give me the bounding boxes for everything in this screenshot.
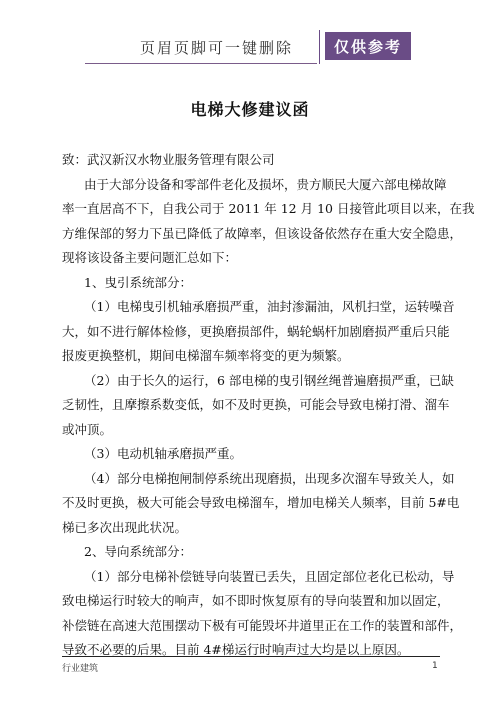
paragraph-line: 不及时更换，极大可能会导致电梯溜车，增加电梯关人频率，目前 5#电 (62, 495, 460, 510)
document-title: 电梯大修建议函 (190, 100, 310, 119)
section-heading: 1、曳引系统部分： (84, 274, 192, 290)
paragraph-line: 由于大部分设备和零部件老化及损坏，贵方顺民大厦六部电梯故障 (84, 176, 447, 192)
paragraph-line: 方维保部的努力下虽已降低了故障率，但该设备依然存在重大安全隐患， (62, 225, 463, 241)
header-divider (319, 30, 320, 64)
paragraph-line: （4）部分电梯抱闸制停系统出现磨损，出现多次溜车导致关人，如 (84, 470, 455, 486)
paragraph-line: 致电梯运行时较大的响声，如不即时恢复原有的导向装置和加以固定， (62, 593, 450, 608)
paragraph-line: 大，如不进行解体检修，更换磨损部件，蜗轮蜗杆加剧磨损严重后只能 (62, 323, 450, 339)
paragraph-line: （2）由于长久的运行，6 部电梯的曳引钢丝绳普遍磨损严重，已缺 (84, 372, 454, 388)
footer-rule (62, 656, 440, 657)
header-rule (85, 63, 317, 64)
paragraph-line: 现将该设备主要问题汇总如下： (62, 250, 238, 265)
section-heading: 2、导向系统部分： (84, 544, 192, 559)
paragraph-line: 或冲顶。 (62, 421, 113, 437)
paragraph-line: 梯已多次出现此状况。 (62, 519, 188, 535)
paragraph-line: （1）部分电梯补偿链导向装置已丢失，且固定部位老化已松动，导 (84, 568, 455, 584)
recipient-line: 致：武汉新汉水物业服务管理有限公司 (62, 152, 275, 167)
letter-body (62, 148, 475, 663)
paragraph-line: 率一直居高不下，自我公司于 2011 年 12 月 10 日接管此项目以来，在我 (62, 201, 475, 216)
paragraph-line: 乏韧性，且摩擦系数变低，如不及时更换，可能会导致电梯打滑、溜车 (62, 397, 450, 412)
header-note: 页眉页脚可一键删除 (140, 39, 294, 57)
footer-label: 行业建筑 (62, 664, 99, 674)
reference-only-badge: 仅供参考 (325, 32, 411, 60)
page-number: 1 (432, 661, 438, 671)
paragraph-line: （1）电梯曳引机轴承磨损严重，油封渗漏油，风机扫堂，运转噪音 (84, 299, 455, 314)
paragraph-line: 导致不必要的后果。目前 4#梯运行时响声过大均是以上原因。 (62, 642, 410, 657)
paragraph-line: （3）电动机轴承磨损严重。 (84, 446, 242, 461)
paragraph-line: 报废更换整机，期间电梯溜车频率将变的更为频繁。 (62, 348, 350, 363)
paragraph-line: 补偿链在高速大范围摆动下极有可能毁坏井道里正在工作的装置和部件， (62, 617, 463, 633)
page-header (85, 28, 415, 64)
